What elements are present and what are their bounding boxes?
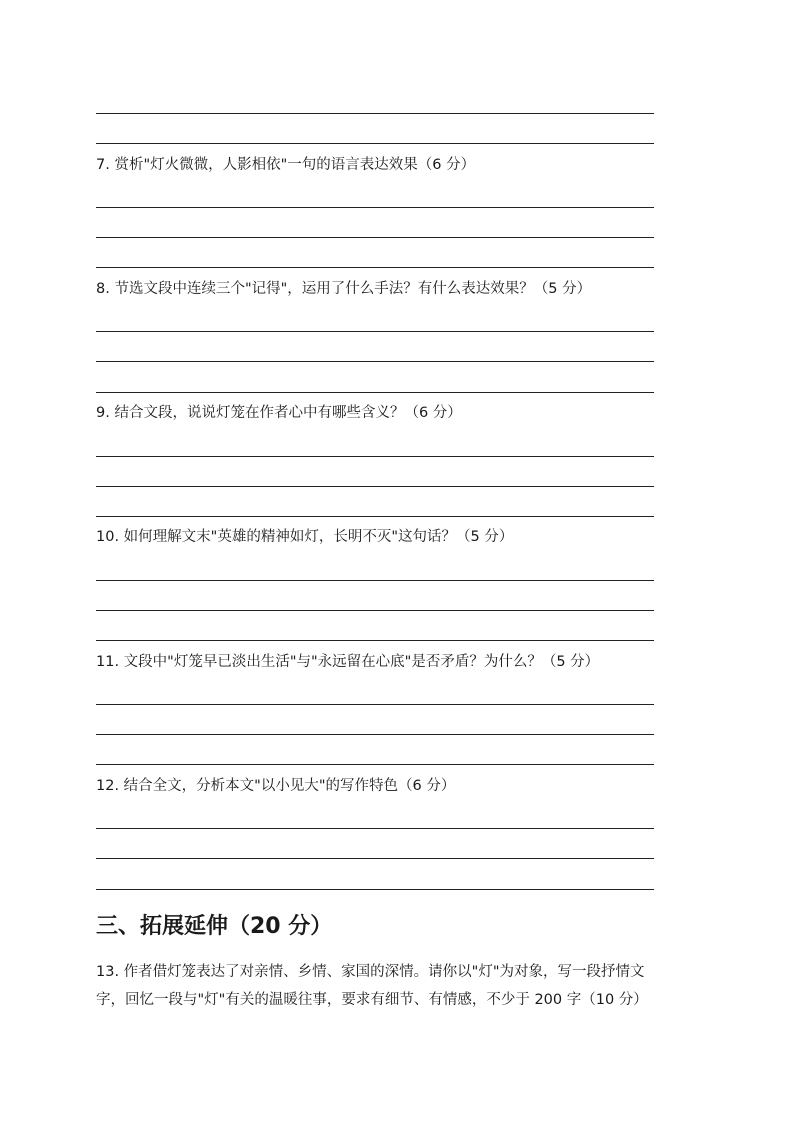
question-10: 10. 如何理解文末"英雄的精神如灯，长明不灭"这句话？（5 分） — [96, 529, 514, 545]
answer-line — [96, 207, 654, 208]
answer-line — [96, 143, 654, 144]
answer-line — [96, 858, 654, 859]
answer-line — [96, 392, 654, 393]
answer-line — [96, 237, 654, 238]
answer-line — [96, 734, 654, 735]
question-12: 12. 结合全文，分析本文"以小见大"的写作特色（6 分） — [96, 778, 456, 794]
answer-line — [96, 361, 654, 362]
question-13-line-2: 字，回忆一段与"灯"有关的温暖往事，要求有细节、有情感，不少于 200 字（10 分） — [96, 992, 648, 1008]
answer-line — [96, 704, 654, 705]
question-7: 7. 赏析"灯火微微，人影相依"一句的语言表达效果（6 分） — [96, 157, 476, 173]
question-8: 8. 节选文段中连续三个"记得"，运用了什么手法？有什么表达效果？（5 分） — [96, 281, 592, 297]
answer-line — [96, 610, 654, 611]
answer-line — [96, 580, 654, 581]
question-11: 11. 文段中"灯笼早已淡出生活"与"永远留在心底"是否矛盾？为什么？（5 分） — [96, 654, 600, 670]
answer-line — [96, 456, 654, 457]
answer-line — [96, 640, 654, 641]
answer-line — [96, 486, 654, 487]
answer-line — [96, 113, 654, 114]
answer-line — [96, 331, 654, 332]
answer-line — [96, 889, 654, 890]
question-9: 9. 结合文段，说说灯笼在作者心中有哪些含义？（6 分） — [96, 405, 462, 421]
answer-line — [96, 764, 654, 765]
answer-line — [96, 828, 654, 829]
answer-line — [96, 267, 654, 268]
question-13 — [96, 958, 696, 1014]
answer-line — [96, 516, 654, 517]
section-heading: 三、拓展延伸（20 分） — [96, 914, 333, 939]
question-13-line-1: 13. 作者借灯笼表达了对亲情、乡情、家国的深情。请你以"灯"为对象，写一段抒情文 — [96, 964, 645, 980]
